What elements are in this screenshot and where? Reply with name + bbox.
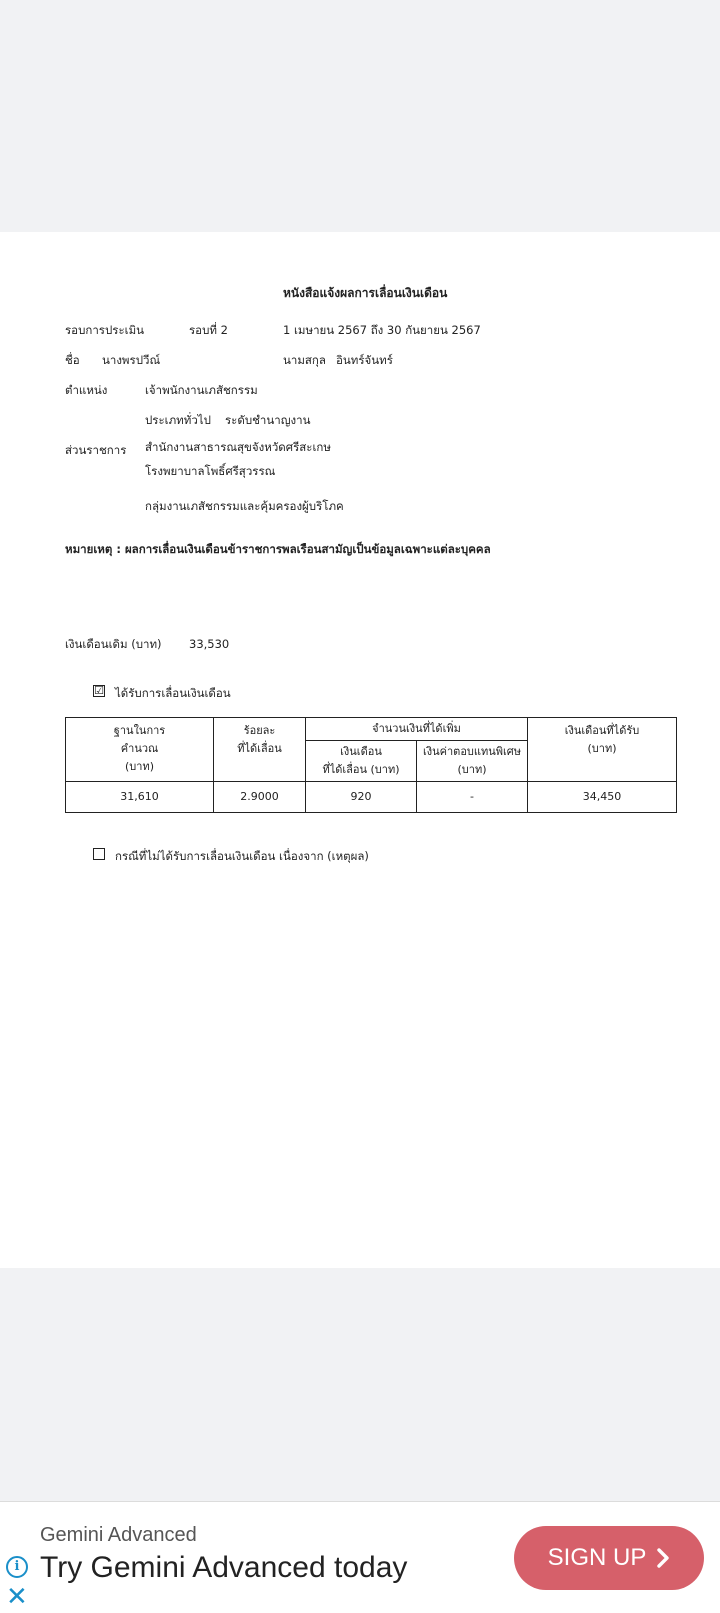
header-received-line-2: (บาท) xyxy=(587,742,617,755)
header-received xyxy=(528,718,677,782)
old-salary-label: เงินเดือนเดิม (บาท) xyxy=(65,637,162,651)
header-base-line-3: (บาท) xyxy=(125,760,154,773)
header-compensation-line-2: (บาท) xyxy=(457,763,487,776)
header-amount: จำนวนเงินที่ได้เพิ่ม xyxy=(306,718,528,741)
agency-line-2: โรงพยาบาลโพธิ์ศรีสุวรรณ xyxy=(145,464,276,478)
not-promoted-label: กรณีที่ไม่ได้รับการเลื่อนเงินเดือน เนื่องจาก (เหตุผล) xyxy=(115,849,369,863)
header-compensation xyxy=(417,741,528,782)
chevron-right-icon xyxy=(656,1548,670,1568)
surname-label: นามสกุล xyxy=(283,353,326,367)
header-base xyxy=(66,718,214,782)
cell-salary-up: 920 xyxy=(306,782,417,813)
header-percent-line-2: ที่ได้เลื่อน xyxy=(237,742,282,755)
ad-headline[interactable]: Try Gemini Advanced today xyxy=(40,1551,408,1584)
promoted-label: ได้รับการเลื่อนเงินเดือน xyxy=(115,686,231,700)
position-value: เจ้าพนักงานเภสัชกรรม xyxy=(145,383,258,397)
position-label: ตำแหน่ง xyxy=(65,383,108,397)
cell-compensation: - xyxy=(417,782,528,813)
close-icon[interactable]: ✕ xyxy=(6,1582,28,1612)
header-salary-up xyxy=(306,741,417,782)
sign-up-label: SIGN UP xyxy=(547,1544,647,1571)
header-base-line-1: ฐานในการ xyxy=(113,724,166,737)
ad-banner[interactable] xyxy=(0,1501,720,1613)
cell-received: 34,450 xyxy=(528,782,677,813)
agency-label: ส่วนราชการ xyxy=(65,443,127,457)
note: หมายเหตุ : ผลการเลื่อนเงินเดือนข้าราชการพลเรือนสามัญเป็นข้อมูลเฉพาะแต่ละบุคคล xyxy=(65,542,491,556)
period: 1 เมษายน 2567 ถึง 30 กันยายน 2567 xyxy=(283,323,481,337)
position-level: ระดับชำนาญงาน xyxy=(225,413,311,427)
not-promoted-checkbox[interactable] xyxy=(93,848,105,860)
position-type: ประเภททั่วไป xyxy=(145,413,211,427)
surname-value: อินทร์จันทร์ xyxy=(336,353,393,367)
header-percent-line-1: ร้อยละ xyxy=(243,724,276,737)
agency-line-3: กลุ่มงานเภสัชกรรมและคุ้มครองผู้บริโภค xyxy=(145,499,344,513)
table-row xyxy=(66,782,677,813)
round-value: รอบที่ 2 xyxy=(189,323,228,337)
ad-brand: Gemini Advanced xyxy=(40,1524,197,1546)
header-compensation-line-1: เงินค่าตอบแทนพิเศษ xyxy=(422,745,522,758)
round-label: รอบการประเมิน xyxy=(65,323,145,337)
name-value: นางพรปวีณ์ xyxy=(102,353,161,367)
header-received-line-1: เงินเดือนที่ได้รับ xyxy=(564,724,640,737)
cell-percent: 2.9000 xyxy=(214,782,306,813)
header-base-line-2: คำนวณ xyxy=(120,742,159,755)
agency-line-1: สำนักงานสาธารณสุขจังหวัดศรีสะเกษ xyxy=(145,440,331,454)
sign-up-button[interactable] xyxy=(514,1526,704,1590)
name-label: ชื่อ xyxy=(65,353,80,367)
promoted-checkbox[interactable]: ☑ xyxy=(94,684,104,697)
document-title: หนังสือแจ้งผลการเลื่อนเงินเดือน xyxy=(283,286,448,300)
old-salary-value: 33,530 xyxy=(189,637,230,651)
document-page xyxy=(0,232,720,1268)
cell-base: 31,610 xyxy=(66,782,214,813)
header-salary-up-line-2: ที่ได้เลื่อน (บาท) xyxy=(322,763,400,776)
header-percent xyxy=(214,718,306,782)
info-icon[interactable]: i xyxy=(6,1556,28,1578)
header-salary-up-line-1: เงินเดือน xyxy=(340,745,382,758)
salary-table xyxy=(65,717,677,813)
